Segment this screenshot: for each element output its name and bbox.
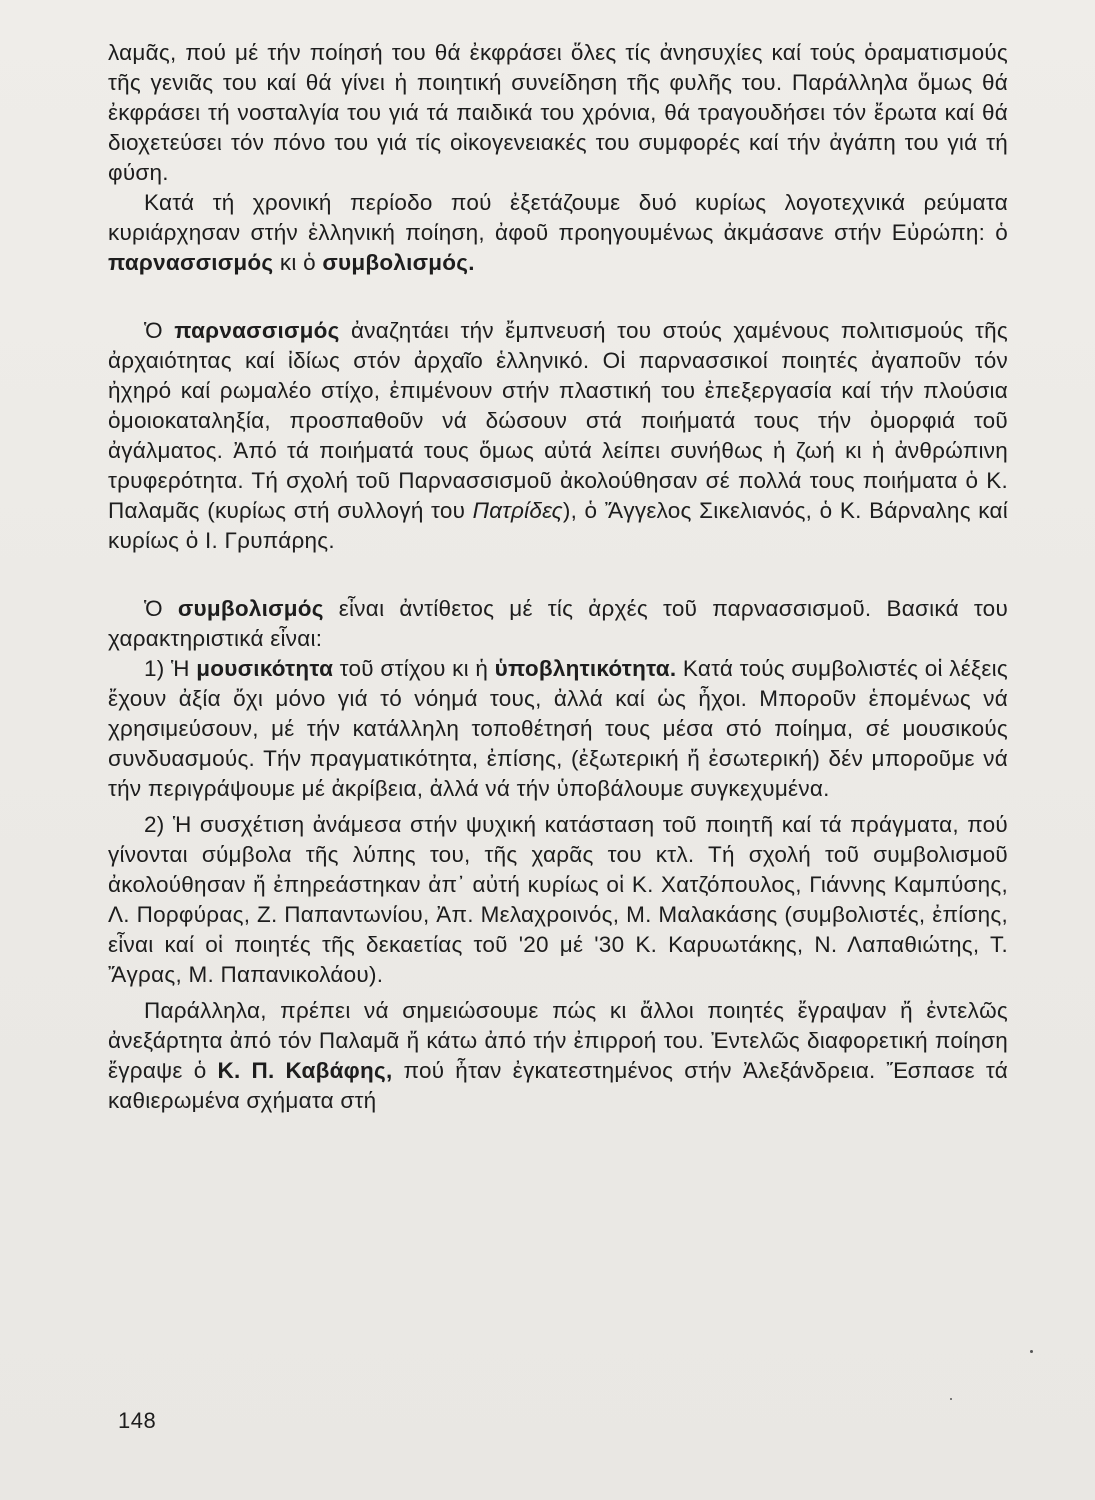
- paragraph-2: [108, 188, 1008, 278]
- term-symbolism-heading: συμβολισμός: [177, 596, 324, 621]
- paragraph-7-tail: πού ἦταν ἐγκατεστημένος στήν Ἀλεξάνδρεια. Ἔσπασε τά καθιερωμένα σχήματα στή: [108, 1058, 1008, 1113]
- list-item-1: [108, 654, 1008, 804]
- paragraph-4-article: Ὁ: [144, 596, 178, 621]
- body-text: [108, 38, 1008, 1116]
- list-item-1-number: 1) Ἡ: [144, 656, 197, 681]
- paragraph-4-text: εἶναι ἀντίθετος μέ τίς ἀρχές τοῦ παρνασσισμοῦ. Βασικά του χαρακτηριστικά εἶναι:: [108, 596, 1009, 651]
- book-title-patrides: Πατρίδες: [472, 498, 563, 523]
- paragraph-1: [108, 38, 1008, 188]
- term-suggestiveness: ὑποβλητικότητα.: [494, 656, 677, 681]
- list-item-2-text: 2) Ἡ συσχέτιση ἀνάμεσα στήν ψυχική κατάσταση τοῦ ποιητῆ καί τά πράγματα, πού γίνονται σύμβολα τῆς λύπης του, τῆς χαρᾶς του κτλ. Τή σχολή τοῦ συμβολισμοῦ ἀκολούθησαν ἤ ἐπηρεάστηκαν ἀπ᾽ αὐτή κυρίως οἱ Κ. Χατζόπουλος, Γιάννης Καμπύσης, Λ. Πορφύρας, Ζ. Παπαντωνίου, Ἀπ. Μελαχροινός, Μ. Μαλακάσης (συμβολιστές, ἐπίσης, εἶναι καί οἱ ποιητές τῆς δεκαετίας τοῦ '20 μέ '30 Κ. Καρυωτάκης, Ν. Λαπαθιώτης, Τ. Ἄγρας, Μ. Παπανικολάου).: [108, 812, 1008, 987]
- list-item-1-text: Κατά τούς συμβολιστές οἱ λέξεις ἔχουν ἀξία ὄχι μόνο γιά τό νόημά τους, ἀλλά καί ὡς ἦχοι. Μποροῦν ἑπομένως νά χρησιμεύσουν, μέ τήν κατάλληλη τοποθέτησή τους μέσα στό ποίημα, σέ μουσικούς συνδυασμούς. Τήν πραγματικότητα, ἐπίσης, (ἐξωτερική ἤ ἐσωτερική) δέν μποροῦμε νά τήν περιγράψουμε μέ ἀκρίβεια, ἀλλά νά τήν ὑποβάλουμε συγκεχυμένα.: [108, 656, 1008, 801]
- page-number: 148: [118, 1408, 157, 1433]
- paragraph-2-text: Κατά τή χρονική περίοδο πού ἐξετάζουμε δυό κυρίως λογοτεχνικά ρεύματα κυριάρχησαν στήν ἑλληνική ποίηση, ἀφοῦ προηγουμένως ἀκμάσανε στήν Εὐρώπη: ὁ: [108, 190, 1008, 245]
- paragraph-3: [108, 316, 1008, 556]
- term-musicality: μουσικότητα: [196, 656, 334, 681]
- paragraph-1-text: λαμᾶς, πού μέ τήν ποίησή του θά ἐκφράσει ὅλες τίς ἀνησυχίες καί τούς ὁραματισμούς τῆς γενιᾶς του καί θά γίνει ἡ ποιητική συνείδηση τῆς φυλῆς του. Παράλληλα ὅμως θά ἐκφράσει τή νοσταλγία του γιά τά παιδικά του χρόνια, θά τραγουδήσει τόν ἔρωτα καί θά διοχετεύσει τόν πόνο του γιά τίς οἰκογενειακές του συμφορές καί τήν ἀγάπη του γιά τή φύση.: [108, 40, 1008, 185]
- paragraph-3-article: Ὁ: [144, 318, 175, 343]
- ink-speck: [950, 1398, 952, 1400]
- term-parnassism-heading: παρνασσισμός: [174, 318, 340, 343]
- paragraph-7: [108, 996, 1008, 1116]
- term-parnassism: παρνασσισμός: [108, 250, 274, 275]
- paragraph-3-tail: ), ὁ Ἄγγελος Σικελιανός, ὁ Κ. Βάρναλης καί κυρίως ὁ Ι. Γρυπάρης.: [108, 498, 1008, 553]
- paragraph-3-text: ἀναζητάει τήν ἔμπνευσή του στούς χαμένους πολιτισμούς τῆς ἀρχαιότητας καί ἰδίως στόν ἀρχαῖο ἑλληνικό. Οἱ παρνασσικοί ποιητές ἀγαποῦν τόν ἠχηρό καί ρωμαλέο στίχο, ἐπιμένουν στήν πλαστική του ἐπεξεργασία καί τήν πλούσια ὁμοιοκαταληξία, προσπαθοῦν νά δώσουν στά ποιήματά τους τήν ὀμορφιά τοῦ ἀγάλματος. Ἀπό τά ποιήματά τους ὅμως αὐτά λείπει συνήθως ἡ ζωή κι ἡ ἀνθρώπινη τρυφερότητα. Τή σχολή τοῦ Παρνασσισμοῦ ἀκολούθησαν σέ πολλά τους ποιήματα ὁ Κ. Παλαμᾶς (κυρίως στή συλλογή του: [108, 318, 1008, 523]
- poet-cavafy: Κ. Π. Καβάφης,: [217, 1058, 393, 1083]
- list-item-1-conj: τοῦ στίχου κι ἡ: [333, 656, 495, 681]
- paragraph-7-text: Παράλληλα, πρέπει νά σημειώσουμε πώς κι ἄλλοι ποιητές ἔγραψαν ἤ ἐντελῶς ἀνεξάρτητα ἀπό τόν Παλαμᾶ ἤ κάτω ἀπό τήν ἐπιρροή του. Ἐντελῶς διαφορετική ποίηση ἔγραψε ὁ: [108, 998, 1008, 1083]
- term-symbolism: συμβολισμός.: [322, 250, 475, 275]
- ink-speck: [1030, 1350, 1033, 1353]
- paragraph-2-conj: κι ὁ: [273, 250, 323, 275]
- list-item-2: [108, 810, 1008, 990]
- paragraph-4: [108, 594, 1008, 654]
